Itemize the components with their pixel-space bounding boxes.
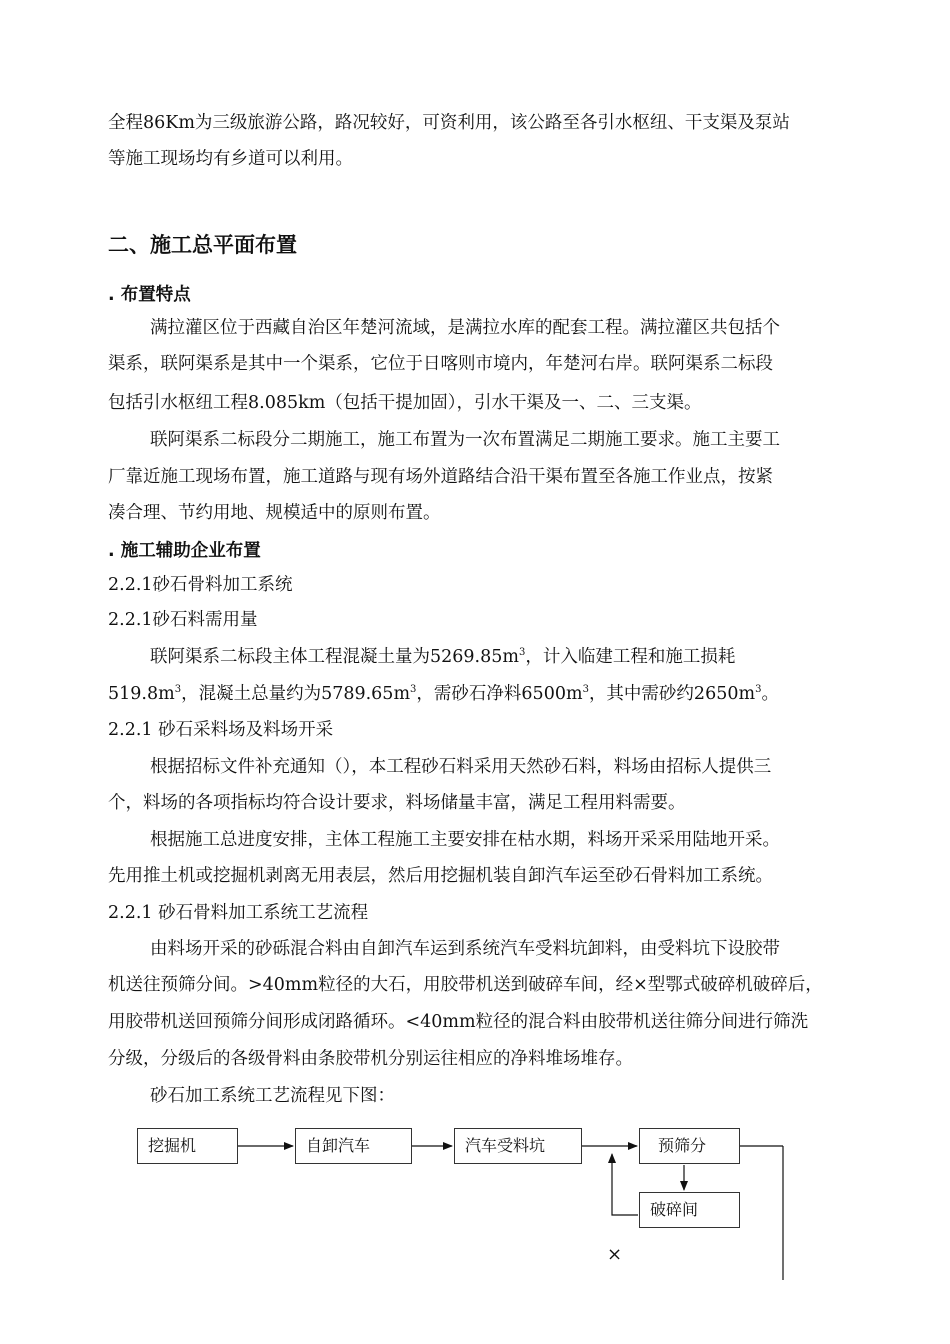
paragraph-line: 根据招标文件补充通知（），本工程砂石料采用天然砂石料，料场由招标人提供三	[150, 757, 772, 777]
paragraph-line: 厂靠近施工现场布置，施工道路与现有场外道路结合沿干渠布置至各施工作业点，按紧	[108, 467, 773, 487]
flow-box-crusher: 破碎间	[639, 1192, 740, 1228]
paragraph-line: 先用推土机或挖掘机剥离无用表层，然后用挖掘机装自卸汽车运至砂石骨料加工系统。	[108, 866, 773, 886]
heading-2-2-1-process-flow: 2.2.1 砂石骨料加工系统工艺流程	[108, 903, 369, 923]
flow-caption: 砂石加工系统工艺流程见下图：	[150, 1086, 395, 1106]
heading-2-2-1-demand: 2.2.1砂石料需用量	[108, 610, 258, 630]
intro-line-1: 全程86Km为三级旅游公路，路况较好，可资利用，该公路至各引水枢纽、干支渠及泵站	[108, 113, 790, 133]
paragraph-line: 机送往预筛分间。>40mm粒径的大石，用胶带机送到破碎车间，经×型鄂式破碎机破碎后，	[108, 975, 823, 995]
flow-box-receiving-pit: 汽车受料坑	[454, 1128, 582, 1164]
flow-box-dump-truck: 自卸汽车	[295, 1128, 412, 1164]
heading-2-2-1-quarry: 2.2.1 砂石采料场及料场开采	[108, 720, 334, 740]
arrow-crusher-return	[612, 1154, 638, 1215]
paragraph-line: 满拉灌区位于西藏自治区年楚河流域，是满拉水库的配套工程。满拉灌区共包括个	[150, 318, 780, 338]
intro-line-2: 等施工现场均有乡道可以利用。	[108, 149, 353, 169]
subsection-layout-features-title: . 布置特点	[108, 285, 191, 305]
paragraph-line: 包括引水枢纽工程8.085km（包括干提加固），引水干渠及一、二、三支渠。	[108, 393, 702, 413]
quantity-line-2: $519.8m^3$，混凝土总量约为$5789.65m^3$，需砂石净料$6500m^3$，其中需砂约$2650m^3$。	[108, 684, 779, 704]
paragraph-line: 根据施工总进度安排，主体工程施工主要安排在枯水期，料场开采采用陆地开采。	[150, 830, 780, 850]
cross-mark: ×	[607, 1244, 623, 1265]
subsection-auxiliary-title: . 施工辅助企业布置	[108, 541, 261, 561]
paragraph-line: 联阿渠系二标段分二期施工，施工布置为一次布置满足二期施工要求。施工主要工	[150, 430, 780, 450]
paragraph-line: 用胶带机送回预筛分间形成闭路循环。<40mm粒径的混合料由胶带机送往筛分间进行筛洗	[108, 1012, 809, 1032]
paragraph-line: 个，料场的各项指标均符合设计要求，料场储量丰富，满足工程用料需要。	[108, 793, 686, 813]
paragraph-line: 分级，分级后的各级骨料由条胶带机分别运往相应的净料堆场堆存。	[108, 1049, 633, 1069]
paragraph-line: 由料场开采的砂砾混合料由自卸汽车运到系统汽车受料坑卸料，由受料坑下设胶带	[150, 939, 780, 959]
quantity-line-1: 联阿渠系二标段主体工程混凝土量为$5269.85m^3$，计入临建工程和施工损耗	[150, 647, 736, 667]
heading-2-2-1-aggregate-system: 2.2.1砂石骨料加工系统	[108, 575, 293, 595]
paragraph-line: 渠系，联阿渠系是其中一个渠系，它位于日喀则市境内，年楚河右岸。联阿渠系二标段	[108, 354, 773, 374]
flow-box-prescreen: 预筛分	[639, 1128, 740, 1164]
paragraph-line: 凑合理、节约用地、规模适中的原则布置。	[108, 503, 441, 523]
flow-box-excavator: 挖掘机	[137, 1128, 238, 1164]
section-2-title: 二、施工总平面布置	[108, 233, 297, 257]
